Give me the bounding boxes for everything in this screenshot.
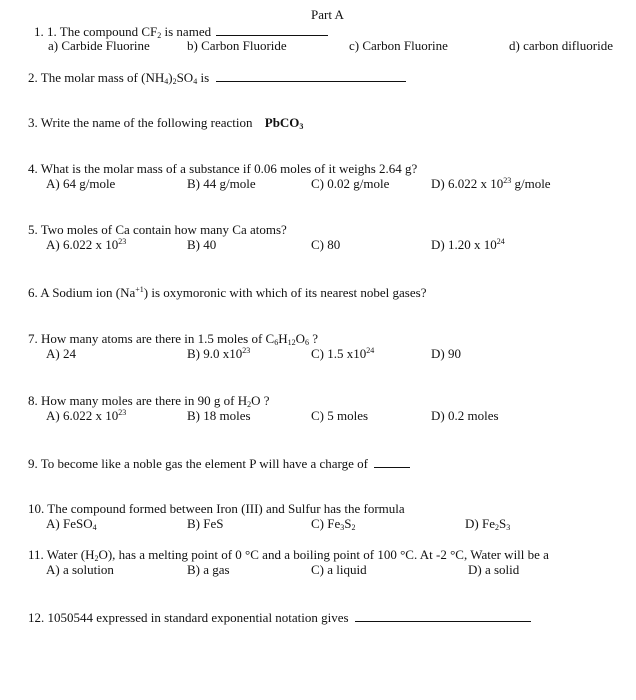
q10-option-a[interactable]: A) FeSO$_4$ <box>46 516 97 532</box>
answer-blank[interactable] <box>216 24 328 36</box>
q12-text: 12. 1050544 expressed in standard exponential notation gives <box>28 610 349 625</box>
q5-option-a[interactable]: A) 6.022 x $10^{23}$ <box>46 237 127 252</box>
q10-option-c[interactable]: C) $Fe_3S_2$ <box>311 516 356 532</box>
q4-option-b[interactable]: B) 44 g/mole <box>187 176 256 191</box>
q11-option-d[interactable]: D) a solid <box>468 562 520 577</box>
q11-option-b[interactable]: B) a gas <box>187 562 230 577</box>
q9-text: 9. To become like a noble gas the element P will have a charge of <box>28 456 368 471</box>
q11-option-a[interactable]: A) a solution <box>46 562 114 577</box>
q8-option-c[interactable]: C) 5 moles <box>311 408 369 423</box>
q1-option-b[interactable]: b) Carbon Fluoride <box>187 38 287 53</box>
q7-option-c[interactable]: C) 1.5 $x10^{24}$ <box>311 346 375 361</box>
q10-option-d[interactable]: D) $Fe_2S_3$ <box>465 516 511 532</box>
q3-formula: PbCO$_3$ <box>264 115 304 131</box>
question-3 <box>28 116 303 130</box>
q11-option-c[interactable]: C) a liquid <box>311 562 367 577</box>
answer-blank[interactable] <box>216 70 406 82</box>
q3-text: 3. Write the name of the following reaction <box>28 115 253 130</box>
question-9 <box>28 456 410 471</box>
q7-option-a[interactable]: A) 24 <box>46 346 76 361</box>
q1-option-c[interactable]: c) Carbon Fluorine <box>349 38 448 53</box>
q5-option-c[interactable]: C) 80 <box>311 237 341 252</box>
q2-text: 2. The molar mass of $(NH_4)_2SO_4$ is <box>28 70 210 86</box>
q1-option-d[interactable]: d) carbon difluoride <box>509 38 613 53</box>
page-title: Part A <box>311 7 344 22</box>
q7-option-d[interactable]: D) 90 <box>431 346 461 361</box>
q1-text: 1. The compound $CF_2$ is named <box>47 24 212 40</box>
answer-blank[interactable] <box>374 456 410 468</box>
q8-option-a[interactable]: A) 6.022 x $10^{23}$ <box>46 408 127 423</box>
q1-number: 1. <box>34 24 44 39</box>
question-10-text: 10. The compound formed between Iron (III) and Sulfur has the formula <box>28 501 405 516</box>
q4-option-d[interactable]: D) 6.022 x $10^{23}$ g/mole <box>431 176 551 191</box>
question-11-text: 11. Water $(H_2O)$, has a melting point of 0 °C and a boiling point of 100 °C. At -2 °C, Water will be a <box>28 547 549 563</box>
question-5-text: 5. Two moles of Ca contain how many Ca atoms? <box>28 222 287 237</box>
question-1 <box>34 24 328 39</box>
question-7-text: 7. How many atoms are there in 1.5 moles of $C_6H_{12}O_6$ ? <box>28 331 319 347</box>
question-12 <box>28 610 531 625</box>
question-6: 6. A Sodium ion $(Na^{+1})$ is oxymoronic with which of its nearest nobel gases? <box>28 285 427 300</box>
q4-option-a[interactable]: A) 64 g/mole <box>46 176 116 191</box>
q5-option-b[interactable]: B) 40 <box>187 237 217 252</box>
q10-option-b[interactable]: B) FeS <box>187 516 224 531</box>
q4-option-c[interactable]: C) 0.02 g/mole <box>311 176 390 191</box>
question-2 <box>28 70 406 85</box>
question-4-text: 4. What is the molar mass of a substance if 0.06 moles of it weighs 2.64 g? <box>28 161 418 176</box>
q8-option-d[interactable]: D) 0.2 moles <box>431 408 499 423</box>
answer-blank[interactable] <box>355 610 531 622</box>
q7-option-b[interactable]: B) 9.0 $x10^{23}$ <box>187 346 251 361</box>
q5-option-d[interactable]: D) 1.20 x $10^{24}$ <box>431 237 505 252</box>
question-8-text: 8. How many moles are there in 90 g of $H_2O$ ? <box>28 393 270 409</box>
q1-option-a[interactable]: a) Carbide Fluorine <box>48 38 150 53</box>
q8-option-b[interactable]: B) 18 moles <box>187 408 251 423</box>
